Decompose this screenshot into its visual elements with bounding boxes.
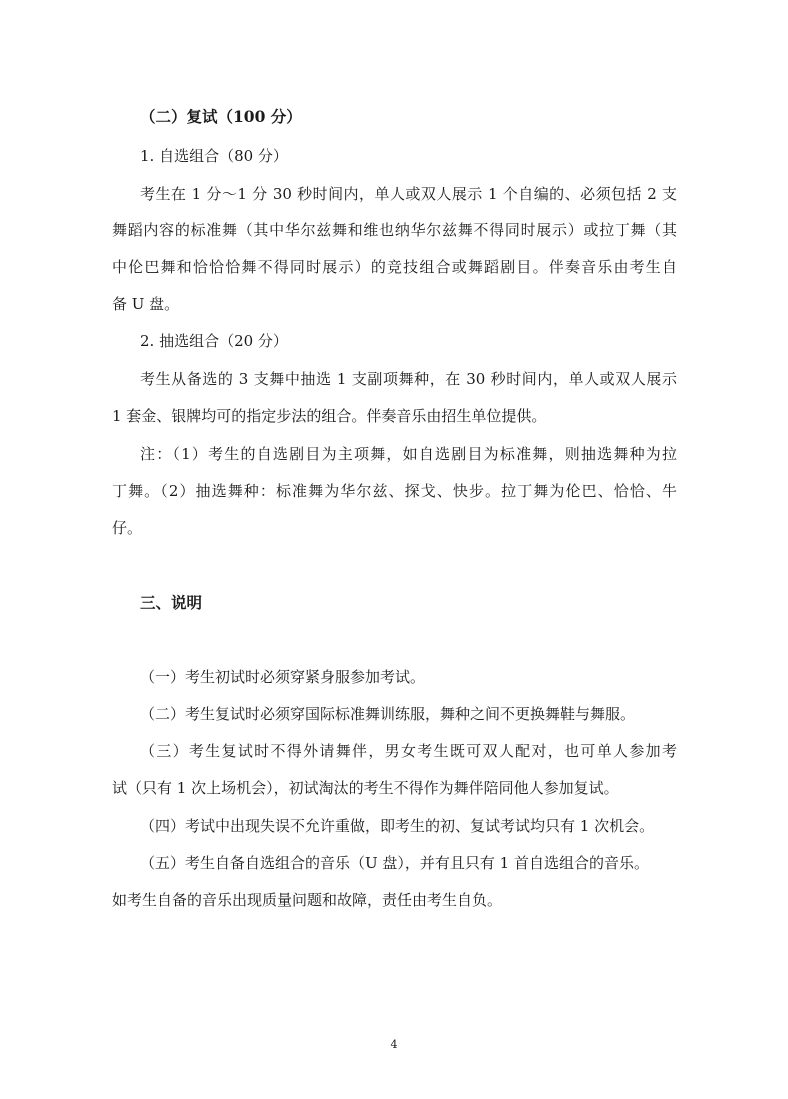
explanation-line: （四）考试中出现失误不允许重做，即考生的初、复试考试均只有 1 次机会。 bbox=[140, 817, 655, 835]
paragraph-line: 舞蹈内容的标准舞（其中华尔兹舞和维也纳华尔兹舞不得同时展示）或拉丁舞（其 bbox=[112, 221, 677, 239]
explanation-line: （五）考生自备自选组合的音乐（U 盘），并有且只有 1 首自选组合的音乐。 bbox=[140, 854, 649, 872]
page-number: 4 bbox=[390, 1038, 398, 1051]
explanation-line: 如考生自备的音乐出现质量问题和故障，责任由考生自负。 bbox=[112, 891, 503, 909]
paragraph-line: 备 U 盘。 bbox=[112, 295, 180, 313]
item-title-free-combination: 1. 自选组合（80 分） bbox=[140, 147, 288, 165]
note-line: 丁舞。（2）抽选舞种：标准舞为华尔兹、探戈、快步。拉丁舞为伦巴、恰恰、牛 bbox=[112, 482, 677, 500]
item-title-drawn-combination: 2. 抽选组合（20 分） bbox=[140, 332, 288, 350]
explanation-line: （二）考生复试时必须穿国际标准舞训练服，舞种之间不更换舞鞋与舞服。 bbox=[140, 705, 636, 723]
note-line: 仔。 bbox=[112, 519, 143, 537]
paragraph-line: 考生在 1 分～1 分 30 秒时间内，单人或双人展示 1 个自编的、必须包括 2 支 bbox=[140, 185, 677, 203]
section-heading-retest: （二）复试（100 分） bbox=[140, 107, 302, 126]
section-heading-notes: 三、说明 bbox=[140, 593, 203, 612]
paragraph-line: 中伦巴舞和恰恰恰舞不得同时展示）的竞技组合或舞蹈剧目。伴奏音乐由考生自 bbox=[112, 258, 677, 276]
explanation-line: 试（只有 1 次上场机会），初试淘汰的考生不得作为舞伴陪同他人参加复试。 bbox=[112, 779, 619, 797]
paragraph-line: 1 套金、银牌均可的指定步法的组合。伴奏音乐由招生单位提供。 bbox=[112, 407, 547, 425]
explanation-line: （三）考生复试时不得外请舞伴，男女考生既可双人配对，也可单人参加考 bbox=[140, 742, 677, 760]
explanation-line: （一）考生初试时必须穿紧身服参加考试。 bbox=[140, 668, 426, 686]
note-line: 注：（1）考生的自选剧目为主项舞，如自选剧目为标准舞，则抽选舞种为拉 bbox=[140, 445, 677, 463]
paragraph-line: 考生从备选的 3 支舞中抽选 1 支副项舞种，在 30 秒时间内，单人或双人展示 bbox=[140, 370, 677, 388]
